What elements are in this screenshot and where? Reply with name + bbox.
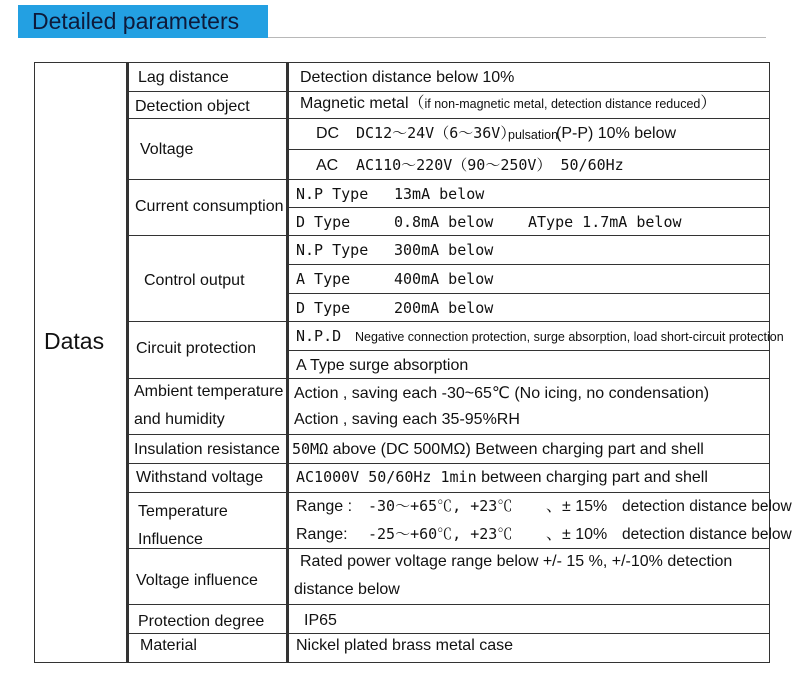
detection-object-end: ） [700,95,717,112]
control-np-type: N.P Type [296,241,369,259]
ambient-label-line2: and humidity [134,411,225,428]
row-divider [126,633,770,634]
control-a-type: A Type [296,270,351,288]
circuit-npd-type: N.P.D [296,327,342,345]
control-d-type: D Type [296,299,351,317]
detection-object-note: if non-magnetic metal, detection distance reduced [424,97,701,111]
heading-banner [18,5,268,38]
voltage-dc-range: DC12～24V（6～36V） [356,124,516,142]
detection-object-main: Magnetic metal（ [300,95,425,112]
row-divider [289,207,770,208]
row-divider [289,264,770,265]
insulation-label: Insulation resistance [134,441,280,458]
temp-range-1-prefix: Range : [296,498,353,515]
voltage-ac-range: AC110～220V（90～250V） 50/60Hz [356,156,624,174]
table-border-top [34,62,770,63]
temperature-influence-label-line2: Influence [138,531,203,548]
current-a-type: AType 1.7mA below [528,213,682,231]
row-divider [126,548,770,549]
table-border-left [34,62,35,663]
ambient-label-line1: Ambient temperature [134,383,284,400]
voltage-dc-pulsation: pulsation [508,128,559,142]
temp-range-2-values: -25～+60℃, +23℃ [368,525,513,543]
row-divider [126,378,770,379]
withstand-value-spec: AC1000V 50/60Hz 1min [296,468,477,486]
row-divider [126,179,770,180]
ambient-line1: Action , saving each -30~65℃ (No icing, no condensation) [294,385,710,402]
table-border-bottom [34,662,770,663]
value-column-divider [286,62,289,663]
temp-range-2-prefix: Range: [296,526,348,543]
lag-distance-value: Detection distance below 10% [300,69,515,86]
detection-object-label: Detection object [135,98,250,115]
withstand-value-text: between charging part and shell [481,469,708,486]
table-border-right [769,62,770,663]
protection-degree-value: IP65 [304,612,337,629]
row-divider [126,118,770,119]
current-np-type: N.P Type [296,185,369,203]
voltage-influence-label: Voltage influence [136,572,258,589]
circuit-npd-value: Negative connection protection, surge absorption, load short-circuit protection [355,330,784,344]
insulation-value-resistance: 50MΩ [292,440,329,458]
current-d-value: 0.8mA below [394,213,494,231]
control-d-value: 200mA below [394,299,494,317]
circuit-a-value: A Type surge absorption [296,357,469,374]
row-divider [289,149,770,150]
control-output-label: Control output [144,272,245,289]
voltage-influence-line1: Rated power voltage range below +/- 15 %, +/-10% detection [300,553,733,570]
insulation-value-text: above (DC 500MΩ) Between charging part and shell [332,441,704,458]
temp-range-2-detection: detection distance below [622,526,792,543]
temp-range-1-values: -30～+65℃, +23℃ [368,497,513,515]
current-np-value: 13mA below [394,185,485,203]
lag-distance-label: Lag distance [138,69,229,86]
ambient-line2: Action , saving each 35-95%RH [294,411,520,428]
insulation-value [292,442,704,458]
header-divider [268,37,766,38]
row-divider [126,492,770,493]
temp-range-1-tolerance: 、± 15% [546,498,608,515]
control-np-value: 300mA below [394,241,494,259]
row-divider [126,434,770,435]
circuit-protection-label: Circuit protection [136,340,257,357]
material-label: Material [140,637,197,654]
label-column-divider [126,62,129,663]
page-title: Detailed parameters [32,8,240,34]
row-divider [126,91,770,92]
current-d-type: D Type [296,213,351,231]
voltage-label: Voltage [140,141,194,158]
voltage-influence-line2: distance below [294,581,400,598]
current-consumption-label: Current consumption [135,198,284,215]
control-a-value: 400mA below [394,270,494,288]
section-label: Datas [44,328,105,354]
voltage-dc-ripple: (P-P) 10% below [556,125,677,142]
withstand-value [296,470,708,486]
row-divider [289,350,770,351]
withstand-label: Withstand voltage [136,469,264,486]
detection-object-value [300,96,716,112]
voltage-dc-prefix: DC [316,125,340,142]
temp-range-2-tolerance: 、± 10% [546,526,608,543]
protection-degree-label: Protection degree [138,613,265,630]
row-divider [126,463,770,464]
temp-range-1-detection: detection distance below [622,498,792,515]
row-divider [289,293,770,294]
row-divider [126,604,770,605]
row-divider [126,235,770,236]
row-divider [126,321,770,322]
material-value: Nickel plated brass metal case [296,637,513,654]
temperature-influence-label-line1: Temperature [138,503,228,520]
voltage-ac-prefix: AC [316,157,339,174]
